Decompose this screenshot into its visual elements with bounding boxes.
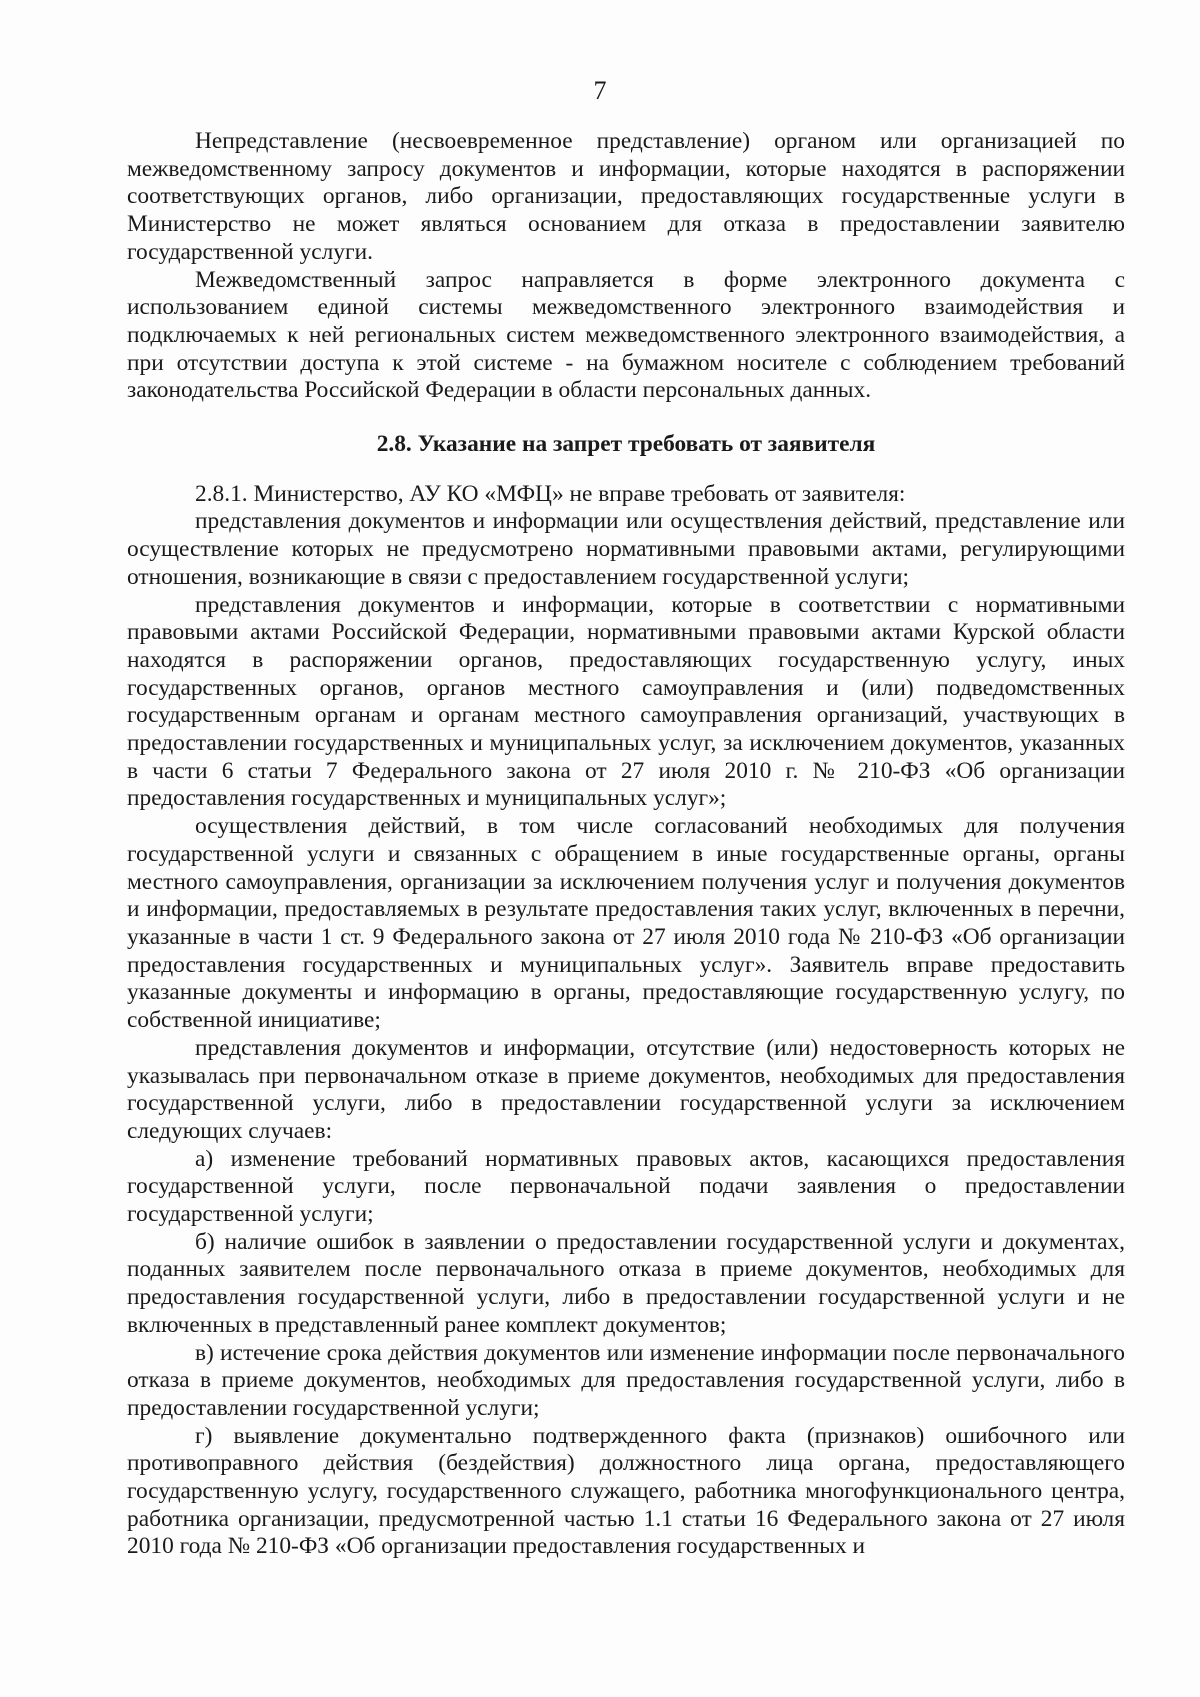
paragraph-item-not-required-acts: представления документов и информации или осуществления действий, представление или осуществление которых не предусмотрено нормативными правовыми актами, регулирующими отношения, возникающие в связи с предоставлением государственной услуги; xyxy=(127,508,1125,590)
section-heading: 2.8. Указание на запрет требовать от заявителя xyxy=(376,431,876,458)
paragraph-interagency-request: Межведомственный запрос направляется в форме электронного документа с использованием единой системы межведомственного электронного взаимодействия и подключаемых к ней региональных систем межведомственного электронного взаимодействия, а при отсутствии доступа к этой системе - на бумажном носителе с соблюдением требований законодательства Российской Федерации в области персональных данных. xyxy=(127,266,1125,404)
paragraph-case-c: в) истечение срока действия документов или изменение информации после первоначального отказа в приеме документов, необходимых для предоставления государственной услуги, либо в предоставлении государственной услуги; xyxy=(127,1339,1125,1421)
paragraph-case-d: г) выявление документально подтвержденного факта (признаков) ошибочного или противоправного действия (бездействия) должностного лица органа, предоставляющего государственную услугу, государственного служащего, работника многофункционального центра, работника организации, предусмотренной частью 1.1 статьи 16 Федерального закона от 27 июля 2010 года № 210-ФЗ «Об организации предоставления государственных и xyxy=(127,1422,1125,1560)
document-body xyxy=(127,128,1125,1561)
paragraph-nonsubmission: Непредставление (несвоевременное представление) органом или организацией по межведомственному запросу документов и информации, которые находятся в распоряжении соответствующих органов, либо организации, предоставляющих государственные услуги в Министерство не может являться основанием для отказа в предоставлении заявителю государственной услуги. xyxy=(127,128,1125,265)
paragraph-item-documents-not-indicated: представления документов и информации, отсутствие (или) недостоверность которых не указывалась при первоначальном отказе в приеме документов, необходимых для предоставления государственной услуги, либо в предоставлении государственной услуги за исключением следующих случаев: xyxy=(127,1034,1125,1144)
page-number: 7 xyxy=(593,76,607,105)
paragraph-item-actions-approvals: осуществления действий, в том числе согласований необходимых для получения государственной услуги и связанных с обращением в иные государственные органы, органы местного самоуправления, организации за исключением получения услуг и получения документов и информации, предоставляемых в результате предоставления таких услуг, включенных в перечни, указанные в части 1 ст. 9 Федерального закона от 27 июля 2010 года № 210-ФЗ «Об организации предоставления государственных и муниципальных услуг». Заявитель вправе предоставить указанные документы и информацию в органы, предоставляющие государственную услугу, по собственной инициативе; xyxy=(127,813,1125,1034)
paragraph-clause-2-8-1: 2.8.1. Министерство, АУ КО «МФЦ» не вправе требовать от заявителя: xyxy=(195,480,906,507)
paragraph-case-a: а) изменение требований нормативных правовых актов, касающихся предоставления государственной услуги, после первоначальной подачи заявления о предоставлении государственной услуги; xyxy=(127,1145,1125,1228)
paragraph-case-b: б) наличие ошибок в заявлении о предоставлении государственной услуги и документах, поданных заявителем после первоначального отказа в приеме документов, необходимых для предоставления государственной услуги, либо в предоставлении государственной услуги и не включенных в представленный ранее комплект документов; xyxy=(127,1228,1125,1338)
paragraph-item-documents-in-possession: представления документов и информации, которые в соответствии с нормативными правовыми актами Российской Федерации, нормативными правовыми актами Курской области находятся в распоряжении органов, предоставляющих государственную услугу, иных государственных органов, органов местного самоуправления и (или) подведомственных государственным органам и органам местного самоуправления организаций, участвующих в предоставлении государственных и муниципальных услуг, за исключением документов, указанных в части 6 статьи 7 Федерального закона от 27 июля 2010 г. № 210-ФЗ «Об организации предоставления государственных и муниципальных услуг»; xyxy=(127,591,1125,812)
